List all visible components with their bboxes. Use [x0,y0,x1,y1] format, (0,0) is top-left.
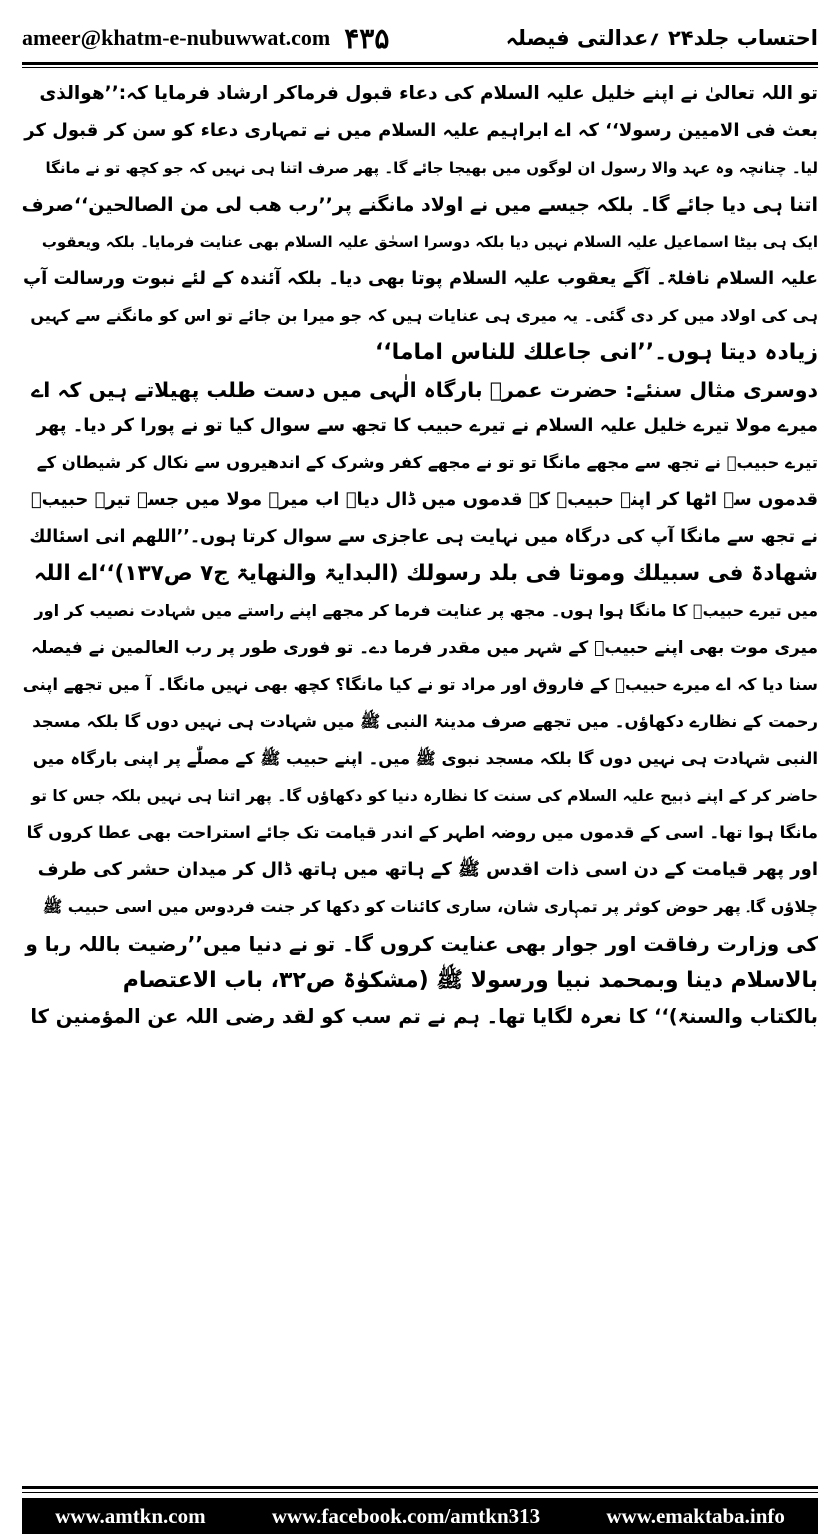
text-line: کی وزارت رفاقت اور جوار بھی عنایت کروں گا۔ تو نے دنیا میں’’رضیت باللہ ربا و [25,931,818,956]
text-line: بعث فی الامیین رسولا‘‘ کہ اے ابراہیم علیہ السلام میں نے تمہاری دعاء کو سن کر قبول کر [24,119,818,141]
text-line: میں تیرے حبیبؐ کا مانگا ہوا ہوں۔ مجھ پر عنایت فرما کر مجھے اپنے راستے میں شہادت نصیب کر اور [34,601,818,621]
text-line: قدموں سے اٹھا کر اپنے حبیبؐ کے قدموں میں ڈال دیا۔ اب میرے مولا میں جسے تیرے حبیبؐ [30,489,818,511]
text-line: اور پھر قیامت کے دن اسی ذات اقدس ﷺ کے ہاتھ میں ہاتھ ڈال کر میدان حشر کی طرف [37,858,818,880]
running-title: احتساب جلد۲۴ ؍عدالتی فیصلہ [505,26,818,50]
text-line: لیا۔ چنانچہ وہ عہد والا رسول ان لوگوں میں بھیجا جائے گا۔ پھر صرف اتنا ہی نہیں کہ جو کچھ تو نے مانگا [45,158,818,177]
text-line: نے تجھ سے مانگا آپ کی درگاہ میں نہایت ہی عاجزی سے سوال کرتا ہوں۔’’اللھم انی اسئالك [29,527,818,548]
text-line: رحمت کے نظارے دکھاؤں۔ میں تجھے صرف مدینۃ النبی ﷺ میں شہادت ہی نہیں دوں گا بلکہ مسجد [32,711,818,731]
text-line: زیادہ دیتا ہوں۔’’انی جاعلك للناس اماما‘‘ [374,339,818,365]
text-line: ایک ہی بیٹا اسماعیل علیہ السلام نہیں دیا بلکہ دوسرا اسحٰق علیہ السلام بھی عنایت فرمایا۔ بلکہ ویعقوب [41,232,818,251]
header-rule-thin [22,67,818,68]
text-line: میری موت بھی اپنے حبیبؐ کے شہر میں مقدر فرما دے۔ تو فوری طور پر رب العالمین نے فیصلہ [31,638,818,659]
text-line: تیرے حبیبؐ نے تجھ سے مجھے مانگا تو تو نے مجھے کفر وشرک کے اندھیروں سے نکال کر شیطان کے [36,453,818,473]
footer-rule [22,1486,818,1489]
text-line: میرے مولا تیرے خلیل علیہ السلام نے تیرے حبیب کا تجھ سے سوال کیا تو نے پورا کر دیا۔ پھر [36,415,818,437]
footer-link-emaktaba[interactable]: www.emaktaba.info [606,1503,785,1528]
text-line: چلاؤں گا۔ پھر حوض کوثر پر تمہاری شان، ساری کائنات کو دکھا کر جنت فردوس میں اسی حبیب ﷺ [42,896,818,916]
text-line: بالاسلام دینا وبمحمد نبیا ورسولا ﷺ (مشکوٰۃ ص۳۲، باب الاعتصام [122,967,818,993]
text-line: تو اللہ تعالیٰ نے اپنے خلیل علیہ السلام کی دعاء قبول فرماکر ارشاد فرمایا کہ:’’ھوالذی [39,83,818,104]
header-left [22,22,389,55]
text-line: ہی کی اولاد میں کر دی گئی۔ یہ میری ہی عنایات ہیں کہ جو میرا بن جائے تو اس کو مانگنے سے کہیں [30,305,818,325]
page-number: ۴۳۵ [344,21,390,55]
text-line: شھادۃ فی سبیلك وموتا فی بلد رسولك (البدایۃ والنھایۃ ج۷ ص۱۳۷)‘‘اے اللہ [33,561,818,587]
page-header [22,18,818,58]
footer-link-amtkn[interactable]: www.amtkn.com [55,1503,206,1528]
footer-rule-thin [22,1492,818,1493]
text-line: سنا دیا کہ اے میرے حبیبؐ کے فاروق اور مراد تو نے کیا مانگا؟ کچھ بھی نہیں مانگا۔ آ میں تجھے اپنی [22,675,818,694]
page-footer [22,1498,818,1534]
header-rule [22,62,818,65]
text-line: بالکتاب والسنۃ)‘‘ کا نعرہ لگایا تھا۔ ہم نے تم سب کو لقد رضی اللہ عن المؤمنین کا [30,1005,818,1029]
text-line: مانگا ہوا تھا۔ اسی کے قدموں میں روضہ اطہر کے اندر قیامت تک جائے استراحت بھی عطا کروں گا [26,822,818,842]
page-body-text [22,76,818,1476]
text-line: اتنا ہی دیا جائے گا۔ بلکہ جیسے میں نے اولاد مانگنے پر’’رب ھب لی من الصالحین‘‘صرف [22,193,818,216]
header-email: ameer@khatm-e-nubuwwat.com [22,25,331,50]
text-line: دوسری مثال سنئے: حضرت عمرؓ بارگاہ الٰہی میں دست طلب پھیلاتے ہیں کہ اے [31,377,818,402]
text-line: علیہ السلام نافلۃ۔ آگے یعقوب علیہ السلام پوتا بھی دیا۔ بلکہ آئندہ کے لئے نبوت ورسالت آپ [22,267,818,289]
text-line: النبی شہادت ہی نہیں دوں گا بلکہ مسجد نبوی ﷺ میں۔ اپنے حبیب ﷺ کے مصلّٰے پر اپنی بارگاہ میں [32,748,818,768]
footer-link-facebook[interactable]: www.facebook.com/amtkn313 [271,1503,541,1528]
text-line: حاضر کر کے اپنے ذبیح علیہ السلام کی سنت کا نظارہ دنیا کو دکھاؤں گا۔ پھر اتنا ہی نہیں بلکہ جس کا تو [31,786,818,805]
